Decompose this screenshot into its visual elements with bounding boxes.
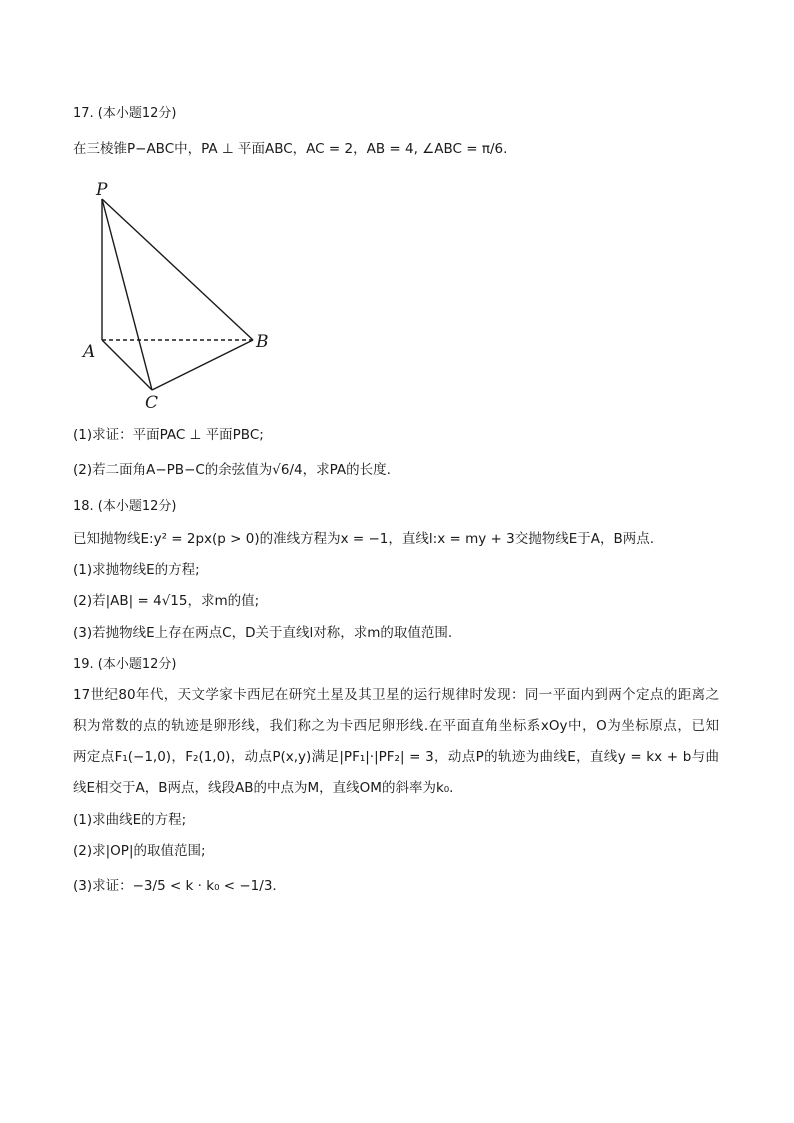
problem-17-part-1: (1)求证：平面PAC ⊥ 平面PBC; [73,427,264,443]
problem-18-part-2: (2)若|AB| = 4√15，求m的值; [73,593,260,609]
problem-17-part-2: (2)若二面角A−PB−C的余弦值为√6/4，求PA的长度. [73,462,391,478]
problem-18-stem: 已知抛物线E:y² = 2px(p > 0)的准线方程为x = −1，直线l:x = my + 3交抛物线E于A，B两点. [73,531,655,547]
problem-19-stem-line-4: 线E相交于A，B两点，线段AB的中点为M，直线OM的斜率为k₀. [73,780,454,796]
edge-cb [152,340,253,390]
problem-19-part-1: (1)求曲线E的方程; [73,812,187,828]
problem-19-stem-line-3: 两定点F₁(−1,0)，F₂(1,0)，动点P(x,y)满足|PF₁|·|PF₂| = 3，动点P的轨迹为曲线E，直线y = kx + b与曲 [73,749,719,765]
label-b: B [256,332,269,352]
problem-17-header: 17. (本小题12分) [73,106,177,121]
problem-19-header: 19. (本小题12分) [73,657,177,672]
problem-19-stem-line-1: 17世纪80年代，天文学家卡西尼在研究土星及其卫星的运行规律时发现：同一平面内到两个定点的距离之 [73,687,719,703]
problem-17-stem: 在三棱锥P−ABC中，PA ⊥ 平面ABC，AC = 2，AB = 4, ∠ABC = π/6. [73,141,508,157]
problem-18-part-3: (3)若抛物线E上存在两点C，D关于直线l对称，求m的取值范围. [73,625,453,641]
problem-19-stem-line-2: 积为常数的点的轨迹是卵形线，我们称之为卡西尼卵形线.在平面直角坐标系xOy中，O为坐标原点，已知 [73,718,719,734]
problem-19-part-3: (3)求证：−3/5 < k · k₀ < −1/3. [73,878,277,894]
tetrahedron-figure [75,175,305,415]
problem-18-header: 18. (本小题12分) [73,499,177,514]
edge-ac [102,340,152,390]
label-p: P [96,180,108,200]
edge-pc [102,199,152,390]
label-c: C [145,393,159,413]
edge-pb [102,199,253,340]
problem-18-part-1: (1)求抛物线E的方程; [73,562,200,578]
label-a: A [83,342,96,362]
problem-19-part-2: (2)求|OP|的取值范围; [73,843,206,859]
